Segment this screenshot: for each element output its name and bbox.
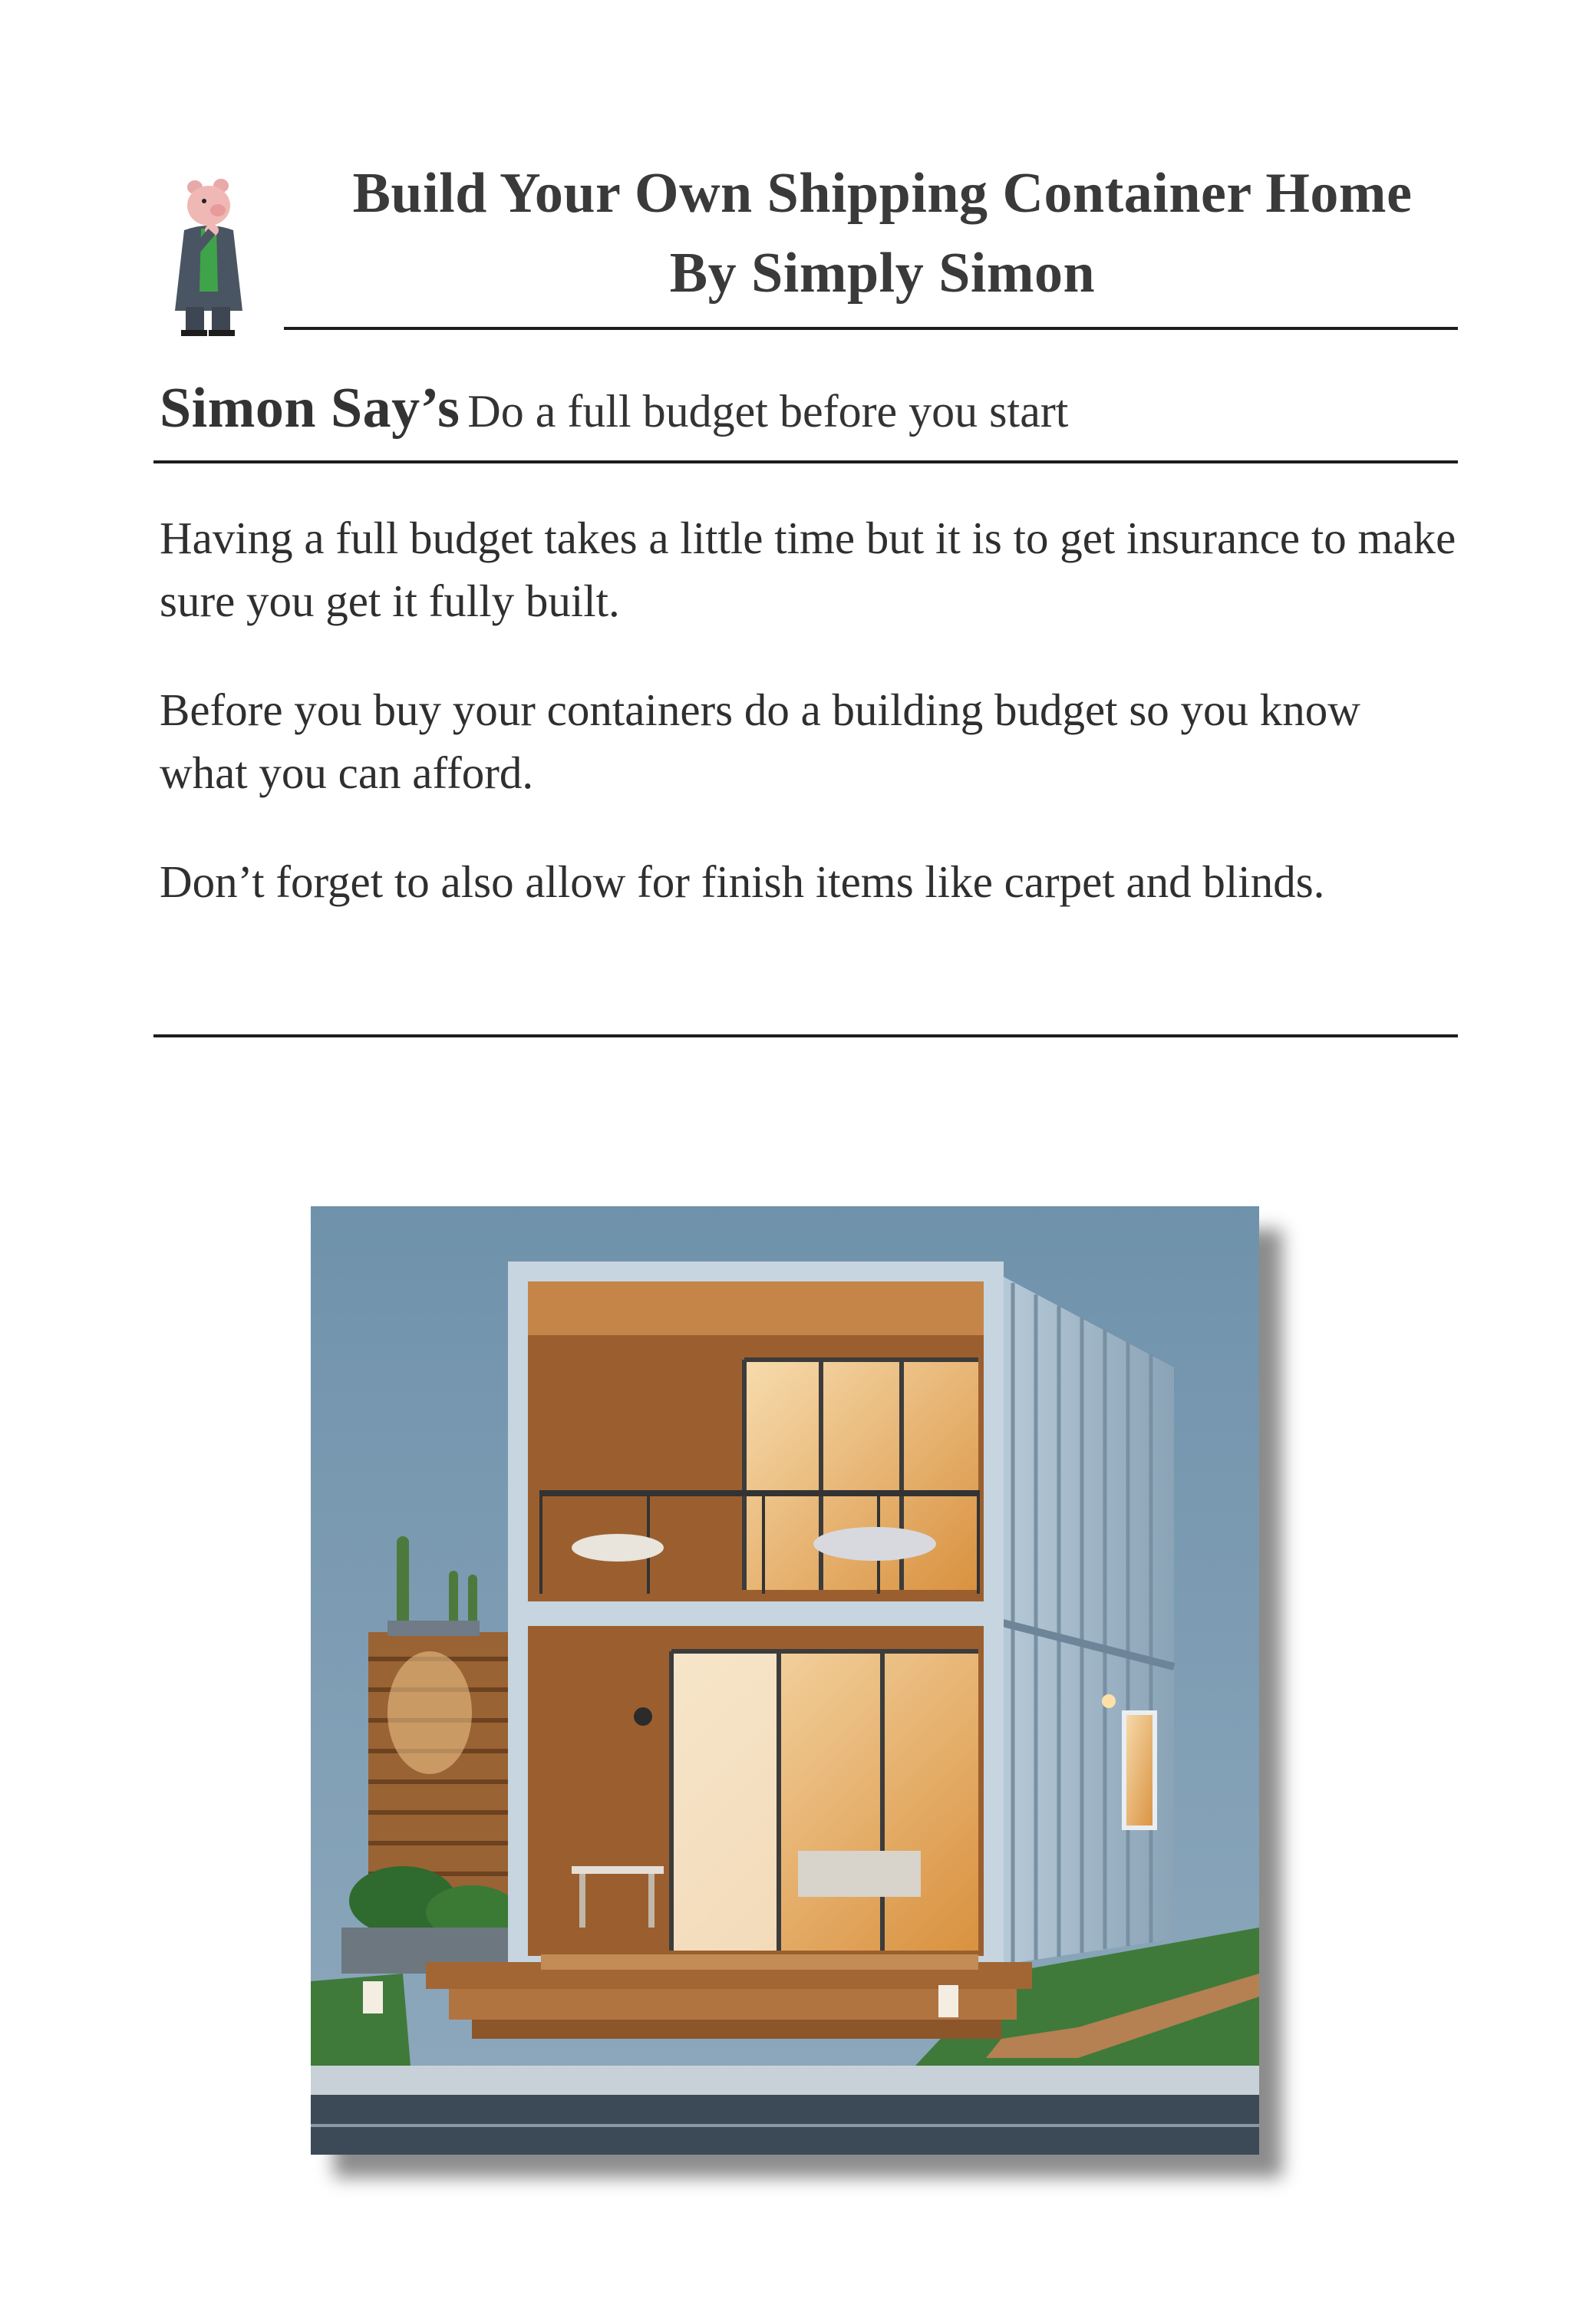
title-line-2: By Simply Simon bbox=[669, 242, 1096, 305]
section-end-divider bbox=[153, 1034, 1458, 1037]
tip-heading bbox=[160, 376, 1464, 441]
tip-brand: Simon Say’s bbox=[160, 377, 460, 440]
title-divider bbox=[284, 327, 1458, 330]
title-line-1: Build Your Own Shipping Container Home bbox=[352, 162, 1413, 225]
paragraph: Having a full budget takes a little time but it is to get insurance to make sure you get it fully built. bbox=[160, 513, 1456, 626]
document-header bbox=[153, 153, 1458, 338]
paragraph: Don’t forget to also allow for finish items like carpet and blinds. bbox=[160, 856, 1325, 907]
tip-text: Do a full budget before you start bbox=[467, 386, 1069, 437]
body-text bbox=[160, 506, 1456, 959]
heading-divider bbox=[153, 460, 1458, 463]
container-home-illustration bbox=[311, 1206, 1259, 2155]
container-home-image bbox=[311, 1206, 1259, 2155]
simon-mascot-icon bbox=[163, 176, 255, 338]
paragraph: Before you buy your containers do a building budget so you know what you can afford. bbox=[160, 684, 1360, 798]
page-title bbox=[284, 153, 1481, 313]
